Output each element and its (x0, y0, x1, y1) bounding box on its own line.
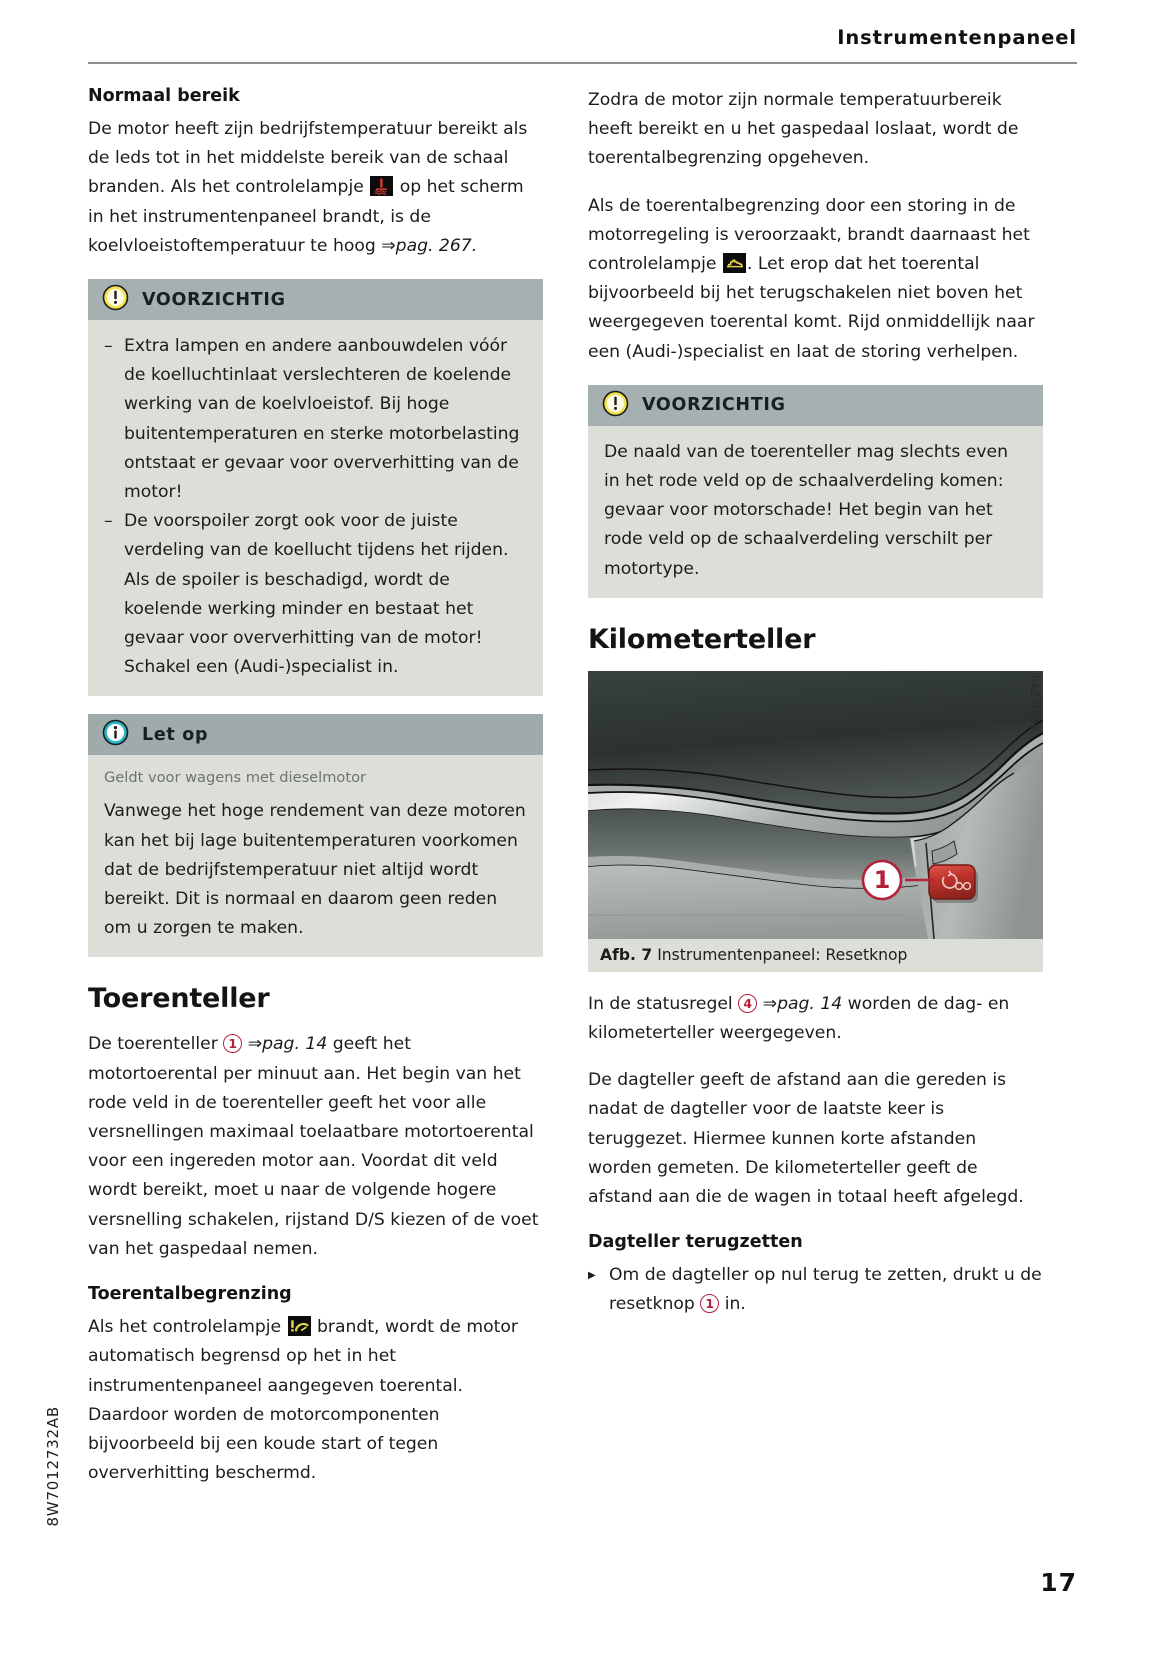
svg-text:1: 1 (873, 865, 891, 894)
heading-normaal-bereik: Normaal bereik (88, 86, 240, 106)
left-column (88, 86, 543, 1506)
paragraph-normaal-bereik (88, 115, 543, 261)
caution-box-left (88, 279, 543, 696)
list-item: – Extra lampen en andere aanbouwdelen vóór de koelluchtinlaat verslechteren de koelende werking van de koelvloeistof. Bij hoge buitentemperaturen en sterke motorbelasting ontstaat er gevaar voor oververhitting van de motor! (104, 332, 527, 507)
engine-malfunction-warning-icon (723, 253, 746, 273)
exclamation-circle-icon (602, 390, 629, 421)
callout-number-4: 4 (738, 994, 757, 1013)
figure-image-dashboard (588, 671, 1043, 939)
part-number: 8W7012732AB (44, 1406, 62, 1527)
cross-reference-arrow-icon: ⇒ (247, 1034, 263, 1055)
caution-left-list (104, 332, 527, 682)
header-rule (88, 62, 1077, 64)
caution-box-right (588, 385, 1043, 598)
cross-reference-arrow-icon: ⇒ (762, 993, 778, 1014)
heading-toerentalbegrenzing: Toerentalbegrenzing (88, 1284, 292, 1305)
paragraph-right-2 (588, 192, 1043, 367)
note-box-left (88, 714, 543, 957)
reset-button-graphic (929, 865, 978, 903)
running-title: Instrumentenpaneel (837, 26, 1077, 49)
caution-box-left-body (88, 320, 543, 696)
figure-caption-text: Instrumentenpaneel: Resetknop (657, 945, 908, 964)
paragraph-right-4: De dagteller geeft de afstand aan die gereden is nadat de dagteller voor de laatste keer is teruggezet. Hiermee kunnen korte afstanden worden gemeten. De kilometerteller geeft de afstand aan die de wagen in totaal heeft afgelegd. (588, 1070, 1024, 1208)
paragraph-toerenteller (88, 1030, 543, 1264)
caution-box-right-header (588, 385, 1043, 426)
dagteller-steps-list (588, 1261, 1043, 1319)
bullet1-text-part1: Om de dagteller op nul terug te zetten, drukt u de resetknop (609, 1265, 1042, 1315)
figure-resetknop (588, 671, 1043, 972)
coolant-temperature-warning-icon (370, 176, 393, 196)
list-item (588, 1261, 1043, 1319)
note-applies-to: Geldt voor wagens met dieselmotor (104, 769, 366, 787)
normaal-text-part2: op het scherm in het instrumentenpaneel brandt, is de koelvloeistoftemperatuur te hoog (88, 177, 524, 256)
paragraph-right-3 (588, 990, 1043, 1048)
heading-dagteller-terugzetten: Dagteller terugzetten (588, 1232, 803, 1253)
bullet1-text-part2: in. (719, 1294, 746, 1315)
caution-box-left-label: VOORZICHTIG (142, 289, 286, 310)
note-box-left-header (88, 714, 543, 755)
begrenzing-text-part2: brandt, wordt de motor automatisch begrensd op het in het instrumentenpaneel aangegeven toerental. Daardoor worden de motorcomponenten bijvoorbeeld bij een koude start of tegen oververhitting beschermd. (88, 1317, 518, 1484)
right3-text-part1: In de statusregel (588, 993, 739, 1014)
right-column (588, 86, 1043, 1320)
figure-caption (588, 939, 1043, 972)
callout-number-1: 1 (700, 1294, 719, 1313)
heading-kilometerteller: Kilometerteller (588, 623, 816, 655)
note-box-left-label: Let op (142, 724, 209, 745)
toerenteller-page-ref: pag. 14 (262, 1034, 328, 1055)
caution-box-right-body (588, 426, 1043, 598)
page-number: 17 (1040, 1568, 1077, 1597)
figure-reference-code: RAZ-0836 (1028, 674, 1040, 732)
right3-text-part2: worden de dag- en kilometerteller weergegeven. (588, 993, 1010, 1044)
paragraph-right-1: Zodra de motor zijn normale temperatuurbereik heeft bereikt en u het gaspedaal loslaat, wordt de toerentalbegrenzing opgeheven. (588, 90, 1019, 169)
rev-limiter-warning-icon (288, 1316, 311, 1336)
note-box-left-text: Vanwege het hoge rendement van deze motoren kan het bij lage buitentemperaturen voorkomen dat de bedrijfstemperatuur niet altijd wordt bereikt. Dit is normaal en daarom geen reden om u zorgen te maken. (104, 801, 526, 939)
toerenteller-text-part1: De toerenteller (88, 1034, 224, 1055)
info-circle-icon (102, 719, 129, 750)
paragraph-toerentalbegrenzing (88, 1313, 543, 1488)
begrenzing-text-part1: Als het controlelampje (88, 1317, 287, 1338)
callout-number-1: 1 (223, 1034, 242, 1053)
toerenteller-text-part2: geeft het motortoerental per minuut aan. Het begin van het rode veld in de toerenteller geeft het voor alle versnellingen maximaal toelaatbare motortoerental voor een ingereden motor aan. Voordat dit veld wordt bereikt, moet u naar de volgende hogere versnelling schakelen, rijstand D/S kiezen of de voet van het gaspedaal nemen. (88, 1034, 539, 1259)
normaal-page-ref: pag. 267. (395, 235, 478, 256)
page-header (88, 26, 1077, 49)
note-box-left-body (88, 755, 543, 957)
caution-box-right-text: De naald van de toerenteller mag slechts even in het rode veld op de schaalverdeling komen: gevaar voor motorschade! Het begin van het rode veld op de schaalverdeling verschilt per motortype. (604, 441, 1009, 579)
list-item: – De voorspoiler zorgt ook voor de juiste verdeling van de koellucht tijdens het rijden. Als de spoiler is beschadigd, wordt de koelende werking minder en bestaat het gevaar voor oververhitting van de motor! Schakel een (Audi-)specialist in. (104, 507, 527, 682)
cross-reference-arrow-icon: ⇒ (381, 235, 396, 256)
figure-caption-label: Afb. 7 (600, 945, 653, 964)
normaal-text-part1: De motor heeft zijn bedrijfstemperatuur bereikt als de leds tot in het middelste bereik van de schaal branden. Als het controlelampje (88, 119, 528, 198)
right3-page-ref: pag. 14 (777, 993, 843, 1014)
right2-text-part2: . Let erop dat het toerental bijvoorbeeld bij het terugschakelen niet boven het weergegeven toerental komt. Rijd onmiddellijk naar een (Audi-)specialist en laat de storing verhelpen. (588, 254, 1035, 362)
caution-box-left-header (88, 279, 543, 320)
exclamation-circle-icon (102, 284, 129, 315)
caution-box-right-label: VOORZICHTIG (642, 395, 786, 416)
right2-text-part1: Als de toerentalbegrenzing door een storing in de motorregeling is veroorzaakt, brandt daarnaast het controlelampje (588, 195, 1030, 275)
heading-toerenteller: Toerenteller (88, 983, 270, 1015)
